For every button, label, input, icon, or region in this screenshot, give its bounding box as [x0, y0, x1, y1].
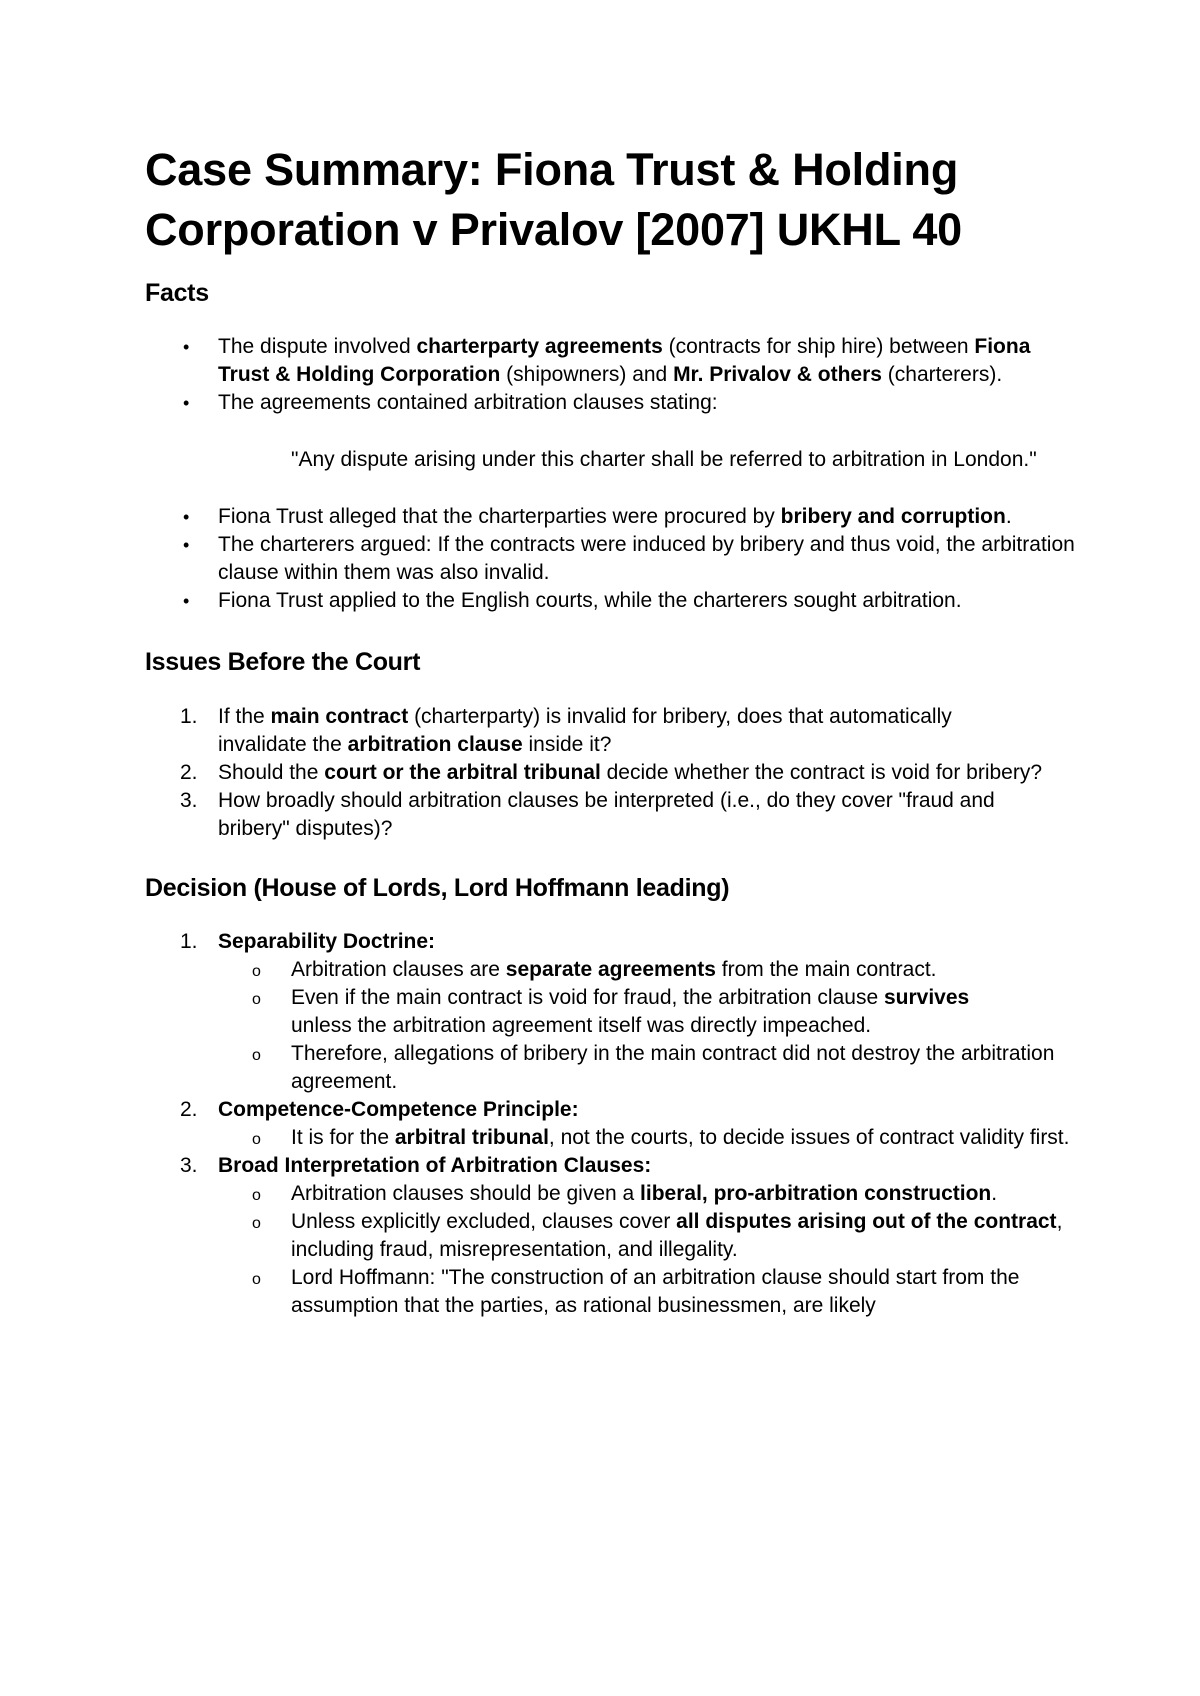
- list-item: 3. How broadly should arbitration clauses be interpreted (i.e., do they cover "fraud and bribery" disputes)?: [180, 789, 995, 840]
- list-number: 3.: [180, 1154, 198, 1177]
- facts-list-continued: [145, 503, 1075, 615]
- issues-list: [145, 703, 1075, 843]
- circle-bullet-icon: o: [252, 1187, 261, 1204]
- list-item: 1. If the main contract (charterparty) is invalid for bribery, does that automatically invalidate the arbitration clause inside it?: [180, 705, 952, 756]
- decision-heading: Decision (House of Lords, Lord Hoffmann leading): [145, 874, 730, 902]
- list-number: 2.: [180, 761, 198, 784]
- sub-list-item: o Unless explicitly excluded, clauses cover all disputes arising out of the contract, including fraud, misrepresentation, and illegality.: [252, 1210, 1063, 1261]
- issues-heading: Issues Before the Court: [145, 648, 421, 676]
- sub-list-item: o It is for the arbitral tribunal, not the courts, to decide issues of contract validity first.: [145, 1124, 1075, 1152]
- decision-item-title: Broad Interpretation of Arbitration Clauses:: [218, 1154, 652, 1177]
- circle-bullet-icon: o: [252, 1215, 261, 1232]
- decision-item-title: Competence-Competence Principle:: [218, 1098, 579, 1121]
- list-item: • Fiona Trust applied to the English courts, while the charterers sought arbitration.: [145, 587, 1075, 615]
- sub-list-item: o Arbitration clauses should be given a liberal, pro-arbitration construction.: [145, 1180, 1075, 1208]
- facts-list: [145, 333, 1075, 417]
- list-number: 1.: [180, 705, 198, 728]
- list-item: • The charterers argued: If the contracts were induced by bribery and thus void, the arbitration clause within them was also invalid.: [183, 533, 1075, 584]
- list-item: • The agreements contained arbitration clauses stating:: [145, 389, 1075, 417]
- circle-bullet-icon: o: [252, 963, 261, 980]
- list-item: • The dispute involved charterparty agreements (contracts for ship hire) between Fiona Trust & Holding Corporation (shipowners) and Mr. Privalov & others (charterers).: [183, 335, 1031, 386]
- sub-list-item: o Lord Hoffmann: "The construction of an arbitration clause should start from the assumption that the parties, as rational businessmen, are likely: [252, 1266, 1020, 1317]
- facts-heading: Facts: [145, 279, 209, 307]
- bullet-icon: •: [183, 337, 190, 357]
- list-number: 1.: [180, 930, 198, 953]
- list-number: 3.: [180, 789, 198, 812]
- sub-list-item: o Therefore, allegations of bribery in the main contract did not destroy the arbitration agreement.: [252, 1042, 1055, 1093]
- list-item: [145, 1152, 1075, 1180]
- circle-bullet-icon: o: [252, 1047, 261, 1064]
- bullet-icon: •: [183, 535, 190, 555]
- circle-bullet-icon: o: [252, 1131, 261, 1148]
- list-item: • Fiona Trust alleged that the charterparties were procured by bribery and corruption.: [145, 503, 1075, 531]
- document-page: [145, 140, 1075, 1320]
- document-title: Case Summary: Fiona Trust & Holding Corporation v Privalov [2007] UKHL 40: [145, 144, 963, 255]
- circle-bullet-icon: o: [252, 991, 261, 1008]
- list-item: [145, 928, 1075, 956]
- arbitration-clause-quote: "Any dispute arising under this charter shall be referred to arbitration in London.": [291, 448, 1037, 471]
- bullet-icon: •: [183, 393, 190, 413]
- list-item: 2. Should the court or the arbitral tribunal decide whether the contract is void for bribery?: [145, 759, 1075, 787]
- sub-list-item: o Even if the main contract is void for fraud, the arbitration clause survives unless the arbitration agreement itself was directly impeached.: [252, 986, 970, 1037]
- sub-list-item: o Arbitration clauses are separate agreements from the main contract.: [145, 956, 1075, 984]
- list-item: [145, 1096, 1075, 1124]
- bullet-icon: •: [183, 507, 190, 527]
- decision-item-title: Separability Doctrine:: [218, 930, 436, 953]
- decision-list: [145, 928, 1075, 1320]
- circle-bullet-icon: o: [252, 1271, 261, 1288]
- list-number: 2.: [180, 1098, 198, 1121]
- bullet-icon: •: [183, 591, 190, 611]
